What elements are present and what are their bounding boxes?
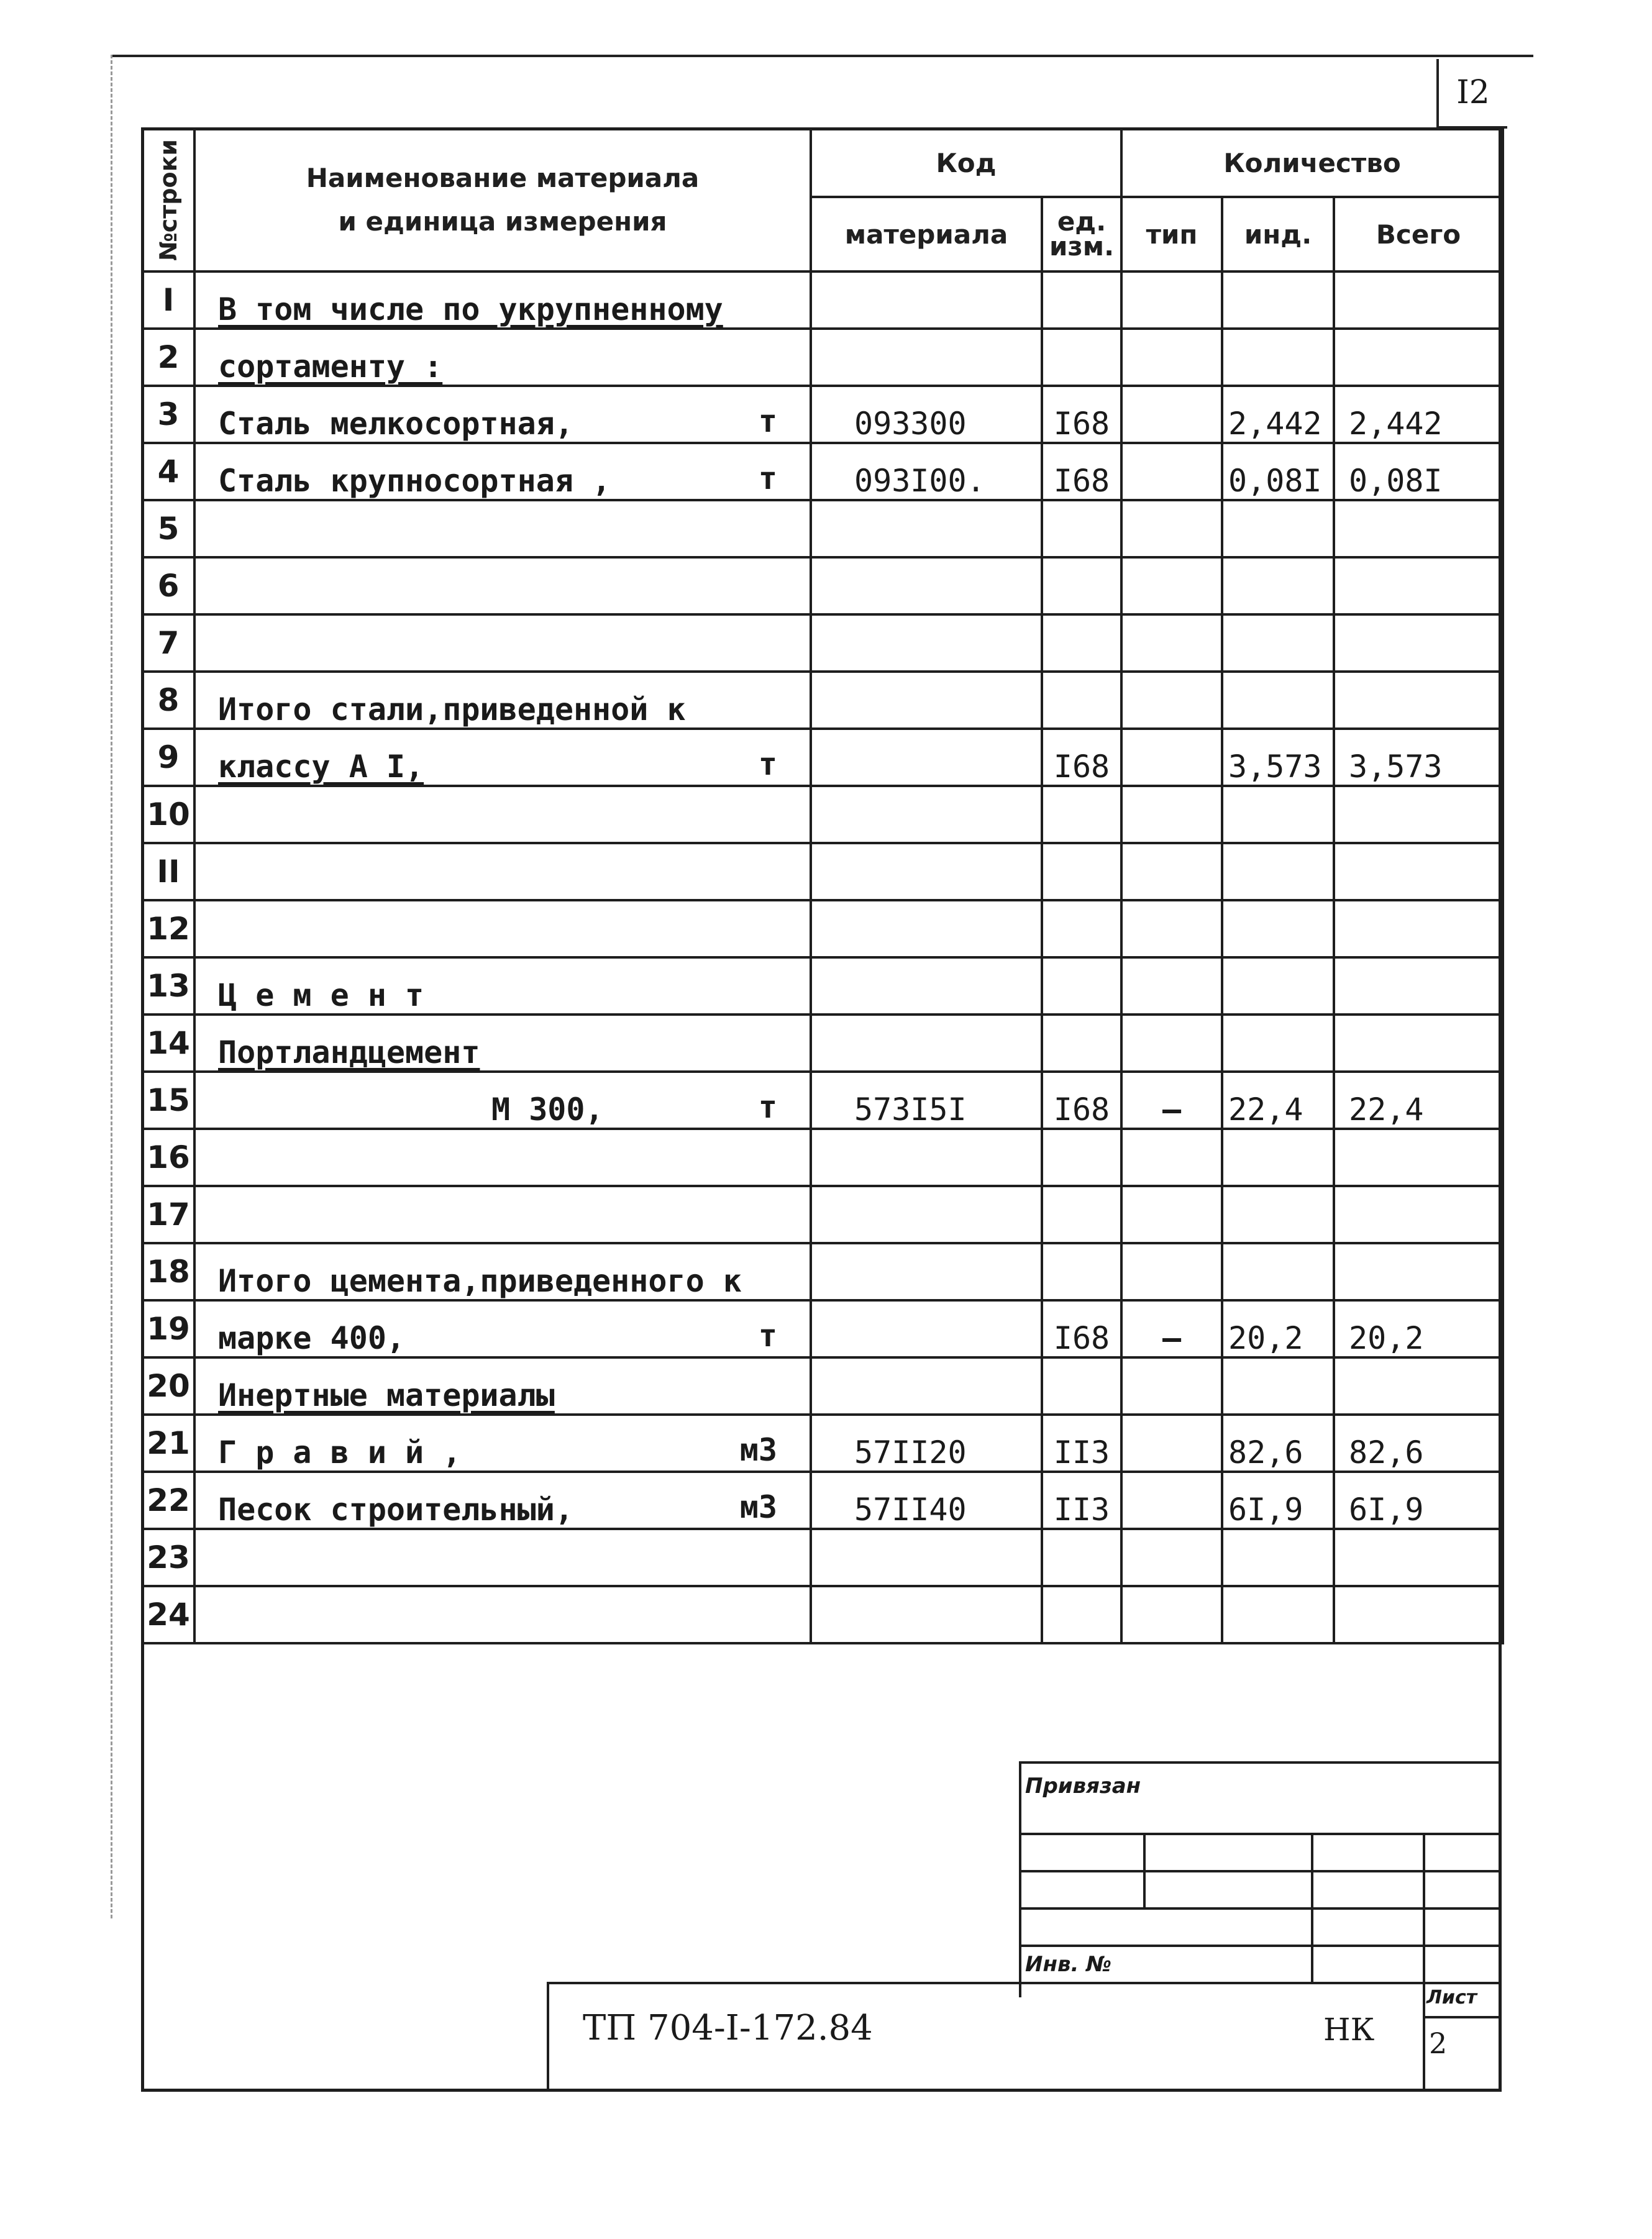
material-name-text: Портландцемент <box>218 1034 480 1070</box>
unit-code-cell <box>1042 614 1121 672</box>
total-qty-cell: 0,08I <box>1334 443 1503 500</box>
table-row <box>142 557 1503 614</box>
table-row <box>142 1529 1503 1586</box>
unit-code-cell <box>1042 1015 1121 1072</box>
row-number-cell: 15 <box>142 1072 194 1129</box>
total-qty-cell: 2,442 <box>1334 386 1503 443</box>
table-row <box>142 1186 1503 1243</box>
type-cell <box>1121 443 1222 500</box>
table-body <box>142 271 1503 1643</box>
table-row <box>142 900 1503 957</box>
total-qty-cell <box>1334 900 1503 957</box>
table-row <box>142 843 1503 900</box>
unit-code-cell <box>1042 557 1121 614</box>
material-code-cell <box>811 672 1042 729</box>
material-name-text: марке 400, <box>218 1320 406 1356</box>
row-number-cell: 6 <box>142 557 194 614</box>
header-total: Всего <box>1334 197 1503 271</box>
unit-code-cell <box>1042 271 1121 329</box>
material-code-cell <box>811 957 1042 1015</box>
row-number-cell: 9 <box>142 729 194 786</box>
materials-table <box>141 127 1504 1644</box>
unit-code-cell <box>1042 1529 1121 1586</box>
unit-code-cell <box>1042 957 1121 1015</box>
total-qty-cell <box>1334 614 1503 672</box>
material-code-cell: 573I5I <box>811 1072 1042 1129</box>
stamp-grid-col <box>1423 1833 1425 2091</box>
material-code-cell <box>811 329 1042 386</box>
row-number-cell: 7 <box>142 614 194 672</box>
total-qty-cell <box>1334 1186 1503 1243</box>
unit-code-cell <box>1042 500 1121 557</box>
table-row <box>142 1586 1503 1643</box>
individual-qty-cell <box>1222 271 1334 329</box>
material-name-text: классу А I, <box>218 749 424 785</box>
type-cell <box>1121 614 1222 672</box>
individual-qty-cell: 2,442 <box>1222 386 1334 443</box>
row-number-cell: II <box>142 843 194 900</box>
type-cell <box>1121 729 1222 786</box>
row-number-cell: I <box>142 271 194 329</box>
row-number-cell: 12 <box>142 900 194 957</box>
total-qty-cell <box>1334 1529 1503 1586</box>
total-qty-cell <box>1334 271 1503 329</box>
unit-code-cell <box>1042 843 1121 900</box>
title-block-left-line <box>547 1982 549 2091</box>
total-qty-cell: 3,573 <box>1334 729 1503 786</box>
stamp-inv-label: Инв. № <box>1025 1952 1112 1977</box>
material-name-cell <box>194 271 811 329</box>
stamp-linked-label: Привязан <box>1025 1774 1141 1799</box>
individual-qty-cell: 20,2 <box>1222 1300 1334 1357</box>
material-name-text: Сталь мелкосортная, <box>218 406 573 442</box>
total-qty-cell: 82,6 <box>1334 1415 1503 1472</box>
row-number-cell: 16 <box>142 1129 194 1186</box>
row-number-cell: 17 <box>142 1186 194 1243</box>
material-name-text: Г р а в и й , <box>218 1434 462 1471</box>
row-number-cell: 18 <box>142 1243 194 1300</box>
type-cell <box>1121 1586 1222 1643</box>
table-row <box>142 957 1503 1015</box>
material-name-cell <box>194 900 811 957</box>
page-number: I2 <box>1436 59 1507 129</box>
row-number-cell: 10 <box>142 786 194 843</box>
unit-code-cell <box>1042 900 1121 957</box>
material-code-cell <box>811 1015 1042 1072</box>
material-code-cell <box>811 1186 1042 1243</box>
material-name-text: Песок строительный, <box>218 1492 573 1528</box>
header-row-number: №строки <box>142 129 194 271</box>
row-number-cell: 23 <box>142 1529 194 1586</box>
row-number-cell: 21 <box>142 1415 194 1472</box>
header-individual: инд. <box>1222 197 1334 271</box>
total-qty-cell <box>1334 843 1503 900</box>
material-unit-text: т <box>758 460 777 496</box>
individual-qty-cell <box>1222 1357 1334 1415</box>
table-row <box>142 386 1503 443</box>
material-code-cell <box>811 271 1042 329</box>
total-qty-cell <box>1334 1015 1503 1072</box>
stamp-grid-line <box>1019 1870 1502 1872</box>
material-name-cell <box>194 1586 811 1643</box>
table-row <box>142 1415 1503 1472</box>
stamp-grid-col <box>1143 1833 1146 1907</box>
sheet-label: Лист <box>1426 1987 1477 2009</box>
material-name-cell <box>194 1243 811 1300</box>
material-name-cell <box>194 1529 811 1586</box>
individual-qty-cell <box>1222 1129 1334 1186</box>
type-cell <box>1121 329 1222 386</box>
material-code-cell <box>811 1243 1042 1300</box>
material-name-text: Инертные материалы <box>218 1377 555 1413</box>
row-number-cell: 4 <box>142 443 194 500</box>
table-row <box>142 672 1503 729</box>
type-cell <box>1121 900 1222 957</box>
type-cell <box>1121 1472 1222 1529</box>
row-number-cell: 24 <box>142 1586 194 1643</box>
table-row <box>142 500 1503 557</box>
material-name-text: М 300, <box>491 1092 604 1128</box>
individual-qty-cell: 82,6 <box>1222 1415 1334 1472</box>
material-name-text: Итого стали,приведенной к <box>218 691 686 727</box>
individual-qty-cell: 6I,9 <box>1222 1472 1334 1529</box>
material-code-cell: 093300 <box>811 386 1042 443</box>
total-qty-cell <box>1334 1129 1503 1186</box>
sheet-number: 2 <box>1429 2027 1448 2060</box>
stamp-left-line <box>1019 1761 1021 1997</box>
header-unit: ед. изм. <box>1042 197 1121 271</box>
material-code-cell <box>811 843 1042 900</box>
type-cell <box>1121 1186 1222 1243</box>
material-name-cell <box>194 614 811 672</box>
individual-qty-cell: 0,08I <box>1222 443 1334 500</box>
frame-top-border <box>111 55 1533 57</box>
material-code-cell: 57II20 <box>811 1415 1042 1472</box>
row-number-cell: 13 <box>142 957 194 1015</box>
material-code-cell <box>811 500 1042 557</box>
total-qty-cell <box>1334 957 1503 1015</box>
type-cell <box>1121 500 1222 557</box>
material-code-cell <box>811 557 1042 614</box>
material-name-cell <box>194 1415 811 1472</box>
material-code-cell <box>811 900 1042 957</box>
material-unit-text: м3 <box>739 1432 777 1468</box>
header-type: тип <box>1121 197 1222 271</box>
type-cell <box>1121 1015 1222 1072</box>
individual-qty-cell <box>1222 500 1334 557</box>
type-cell <box>1121 1243 1222 1300</box>
material-name-text: Итого цемента,приведенного к <box>218 1263 742 1299</box>
title-block-top-line <box>547 1982 1502 1984</box>
table-row <box>142 271 1503 329</box>
unit-code-cell: I68 <box>1042 1072 1121 1129</box>
row-number-cell: 5 <box>142 500 194 557</box>
individual-qty-cell <box>1222 1015 1334 1072</box>
row-number-cell: 20 <box>142 1357 194 1415</box>
type-cell: – <box>1121 1300 1222 1357</box>
type-cell <box>1121 957 1222 1015</box>
material-name-cell <box>194 957 811 1015</box>
row-number-cell: 8 <box>142 672 194 729</box>
unit-code-cell: II3 <box>1042 1415 1121 1472</box>
stamp-grid-col <box>1311 1833 1313 1984</box>
material-name-text: сортаменту : <box>218 349 443 385</box>
row-number-cell: 19 <box>142 1300 194 1357</box>
table-row <box>142 1015 1503 1072</box>
material-code-cell <box>811 1586 1042 1643</box>
individual-qty-cell: 22,4 <box>1222 1072 1334 1129</box>
material-code-cell <box>811 1129 1042 1186</box>
individual-qty-cell <box>1222 1186 1334 1243</box>
material-code-cell <box>811 1357 1042 1415</box>
material-name-cell <box>194 1015 811 1072</box>
unit-code-cell <box>1042 672 1121 729</box>
material-name-cell <box>194 329 811 386</box>
material-name-cell <box>194 557 811 614</box>
unit-code-cell: I68 <box>1042 443 1121 500</box>
material-code-cell <box>811 1300 1042 1357</box>
material-code-cell <box>811 614 1042 672</box>
material-code-cell <box>811 786 1042 843</box>
individual-qty-cell <box>1222 1243 1334 1300</box>
type-cell <box>1121 271 1222 329</box>
material-name-cell <box>194 1357 811 1415</box>
total-qty-cell <box>1334 1586 1503 1643</box>
material-name-cell <box>194 786 811 843</box>
total-qty-cell <box>1334 557 1503 614</box>
total-qty-cell <box>1334 500 1503 557</box>
material-name-cell <box>194 1472 811 1529</box>
total-qty-cell: 6I,9 <box>1334 1472 1503 1529</box>
individual-qty-cell <box>1222 1529 1334 1586</box>
type-cell <box>1121 786 1222 843</box>
unit-code-cell <box>1042 786 1121 843</box>
material-code-cell: 093I00. <box>811 443 1042 500</box>
total-qty-cell: 20,2 <box>1334 1300 1503 1357</box>
stamp-grid-line <box>1019 1945 1502 1947</box>
material-name-cell <box>194 729 811 786</box>
row-number-cell: 3 <box>142 386 194 443</box>
individual-qty-cell <box>1222 900 1334 957</box>
row-number-cell: 22 <box>142 1472 194 1529</box>
individual-qty-cell: 3,573 <box>1222 729 1334 786</box>
material-name-cell <box>194 1129 811 1186</box>
material-code-cell <box>811 1529 1042 1586</box>
type-cell <box>1121 1357 1222 1415</box>
table-row <box>142 1129 1503 1186</box>
total-qty-cell <box>1334 672 1503 729</box>
header-code: Код <box>811 129 1121 197</box>
unit-code-cell <box>1042 1586 1121 1643</box>
total-qty-cell <box>1334 329 1503 386</box>
material-unit-text: м3 <box>739 1489 777 1525</box>
individual-qty-cell <box>1222 786 1334 843</box>
individual-qty-cell <box>1222 1586 1334 1643</box>
material-code-cell <box>811 729 1042 786</box>
unit-code-cell: I68 <box>1042 1300 1121 1357</box>
total-qty-cell <box>1334 1243 1503 1300</box>
row-number-cell: 2 <box>142 329 194 386</box>
table-row <box>142 1243 1503 1300</box>
individual-qty-cell <box>1222 957 1334 1015</box>
table-row <box>142 786 1503 843</box>
type-cell <box>1121 1529 1222 1586</box>
material-name-cell <box>194 1300 811 1357</box>
sheet-label-line <box>1423 2016 1502 2018</box>
individual-qty-cell <box>1222 614 1334 672</box>
unit-code-cell: I68 <box>1042 386 1121 443</box>
type-cell: – <box>1121 1072 1222 1129</box>
material-unit-text: т <box>758 1089 777 1125</box>
type-cell <box>1121 1415 1222 1472</box>
frame-left-margin <box>111 55 112 1918</box>
individual-qty-cell <box>1222 672 1334 729</box>
table-row <box>142 443 1503 500</box>
material-name-cell <box>194 1186 811 1243</box>
material-name-cell <box>194 500 811 557</box>
table-row <box>142 729 1503 786</box>
material-name-text: В том числе по укрупненному <box>218 291 723 327</box>
type-cell <box>1121 843 1222 900</box>
stamp-grid-line <box>1019 1907 1502 1910</box>
table-row <box>142 1300 1503 1357</box>
material-name-cell <box>194 843 811 900</box>
unit-code-cell <box>1042 1186 1121 1243</box>
header-quantity: Количество <box>1121 129 1503 197</box>
unit-code-cell <box>1042 1129 1121 1186</box>
unit-code-cell <box>1042 1357 1121 1415</box>
material-name-cell <box>194 672 811 729</box>
material-name-cell <box>194 386 811 443</box>
material-name-cell <box>194 443 811 500</box>
material-name-cell <box>194 1072 811 1129</box>
individual-qty-cell <box>1222 557 1334 614</box>
table-row <box>142 329 1503 386</box>
type-cell <box>1121 557 1222 614</box>
header-material-code: материала <box>811 197 1042 271</box>
document-suffix: НК <box>1323 2012 1375 2048</box>
material-unit-text: т <box>758 403 777 439</box>
type-cell <box>1121 386 1222 443</box>
document-number: ТП 704-I-172.84 <box>583 2008 873 2048</box>
table-row <box>142 1072 1503 1129</box>
table-row <box>142 1357 1503 1415</box>
material-name-text: Сталь крупносортная , <box>218 463 611 499</box>
material-unit-text: т <box>758 746 777 782</box>
unit-code-cell: I68 <box>1042 729 1121 786</box>
table-row <box>142 1472 1503 1529</box>
row-number-cell: 14 <box>142 1015 194 1072</box>
type-cell <box>1121 672 1222 729</box>
header-material-name: Наименование материала и единица измерения <box>194 129 811 271</box>
individual-qty-cell <box>1222 843 1334 900</box>
unit-code-cell <box>1042 1243 1121 1300</box>
stamp-grid-line <box>1019 1833 1502 1835</box>
total-qty-cell: 22,4 <box>1334 1072 1503 1129</box>
total-qty-cell <box>1334 1357 1503 1415</box>
unit-code-cell <box>1042 329 1121 386</box>
material-name-text: Ц е м е н т <box>218 977 424 1013</box>
individual-qty-cell <box>1222 329 1334 386</box>
total-qty-cell <box>1334 786 1503 843</box>
type-cell <box>1121 1129 1222 1186</box>
material-code-cell: 57II40 <box>811 1472 1042 1529</box>
table-row <box>142 614 1503 672</box>
stamp-top-line <box>1019 1761 1502 1764</box>
unit-code-cell: II3 <box>1042 1472 1121 1529</box>
material-unit-text: т <box>758 1318 777 1354</box>
